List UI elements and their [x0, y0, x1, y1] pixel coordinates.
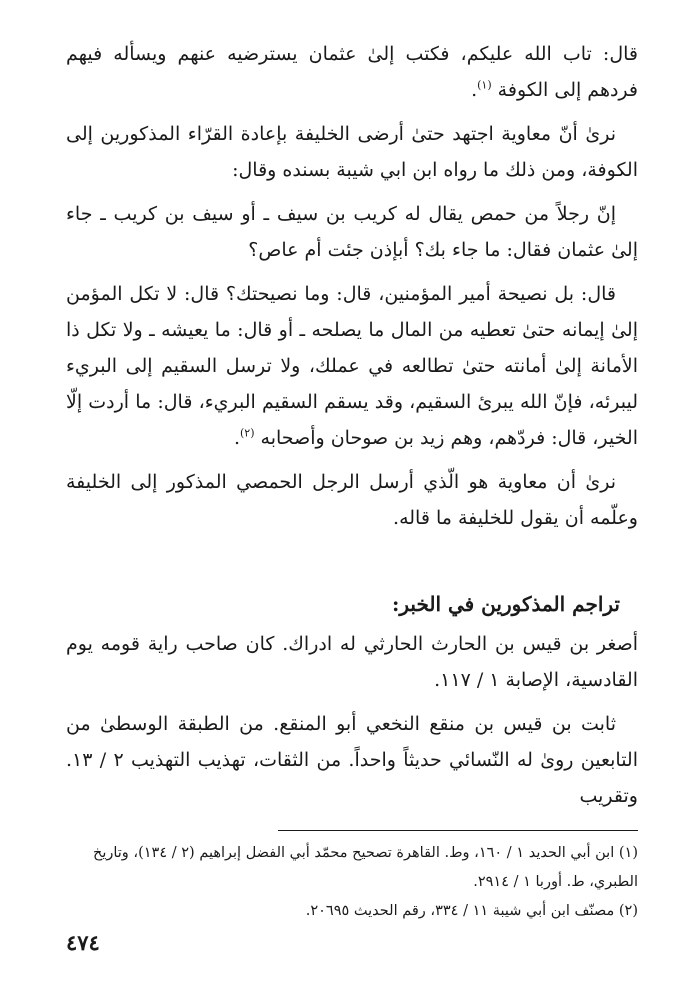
- paragraph-text: قال: تاب الله عليكم، فكتب إلىٰ عثمان يسترضيه عنهم ويسأله فيهم فردهم إلى الكوفة: [66, 43, 638, 101]
- footnote-1: [66, 839, 638, 897]
- bio-text: ثابت بن قيس بن منقع النخعي أبو المنقع. من الطبقة الوسطىٰ من التابعين روىٰ له النّسائي حديثاً واحداً. من الثقات، تهذيب التهذيب ٢ / ١٣. وتقريب: [66, 713, 638, 807]
- footnote-number: (١): [618, 845, 638, 861]
- bio-entry-2: [66, 706, 638, 814]
- footnote-text: مصنّف ابن أبي شيبة ١١ / ٣٣٤، رقم الحديث ٢٠٦٩٥.: [305, 903, 615, 919]
- paragraph-4: [66, 276, 638, 456]
- paragraph-5: [66, 464, 638, 536]
- footnote-2: [66, 897, 638, 926]
- footnote-divider: [278, 830, 638, 831]
- footnote-ref-1[interactable]: (١): [477, 78, 492, 92]
- footnote-text: ابن أبي الحديد ١ / ١٦٠، وط. القاهرة تصحيح محمّد أبي الفضل إبراهيم (٢ / ١٣٤)، وتاريخ الطبري، ط. أوربا ١ / ٢٩١٤.: [92, 845, 638, 890]
- paragraph-text: نرىٰ أنّ معاوية اجتهد حتىٰ أرضى الخليفة بإعادة القرّاء المذكورين إلى الكوفة، ومن ذلك ما رواه ابن ابي شيبة بسنده وقال:: [66, 123, 638, 181]
- paragraph-2: [66, 116, 638, 188]
- paragraph-3: [66, 196, 638, 268]
- footnote-number: (٢): [618, 903, 638, 919]
- paragraph-tail: .: [233, 427, 240, 449]
- paragraph-text: نرىٰ أن معاوية هو الّذي أرسل الرجل الحمصي المذكور إلى الخليفة وعلّمه أن يقول للخليفة ما قاله.: [66, 471, 638, 529]
- section-title: تراجم المذكورين في الخبر:: [392, 592, 620, 616]
- paragraph-text: قال: بل نصيحة أمير المؤمنين، قال: وما نصيحتك؟ قال: لا تكل المؤمن إلىٰ إيمانه حتىٰ تعطيه من المال ما يصلحه ـ أو قال: ما يعيشه ـ ولا تكل ذا الأمانة إلىٰ أمانته حتىٰ تطالعه في عملك، ولا ترسل السقيم إلى البريء ليبرئه، فإنّ الله يبرئ السقيم، وقد يسقم السقيم البريء، قال: ما أردت إلّا الخير، قال: فردّهم، وهم زيد بن صوحان وأصحابه: [66, 283, 638, 449]
- paragraph-text: إنّ رجلاً من حمص يقال له كريب بن سيف ـ أو سيف بن كريب ـ جاء إلىٰ عثمان فقال: ما جاء بك؟ أبإذن جئت أم عاص؟: [66, 203, 638, 261]
- paragraph-1: [66, 36, 638, 108]
- bio-text: أصغر بن قيس بن الحارث الحارثي له ادراك. كان صاحب راية قومه يوم القادسية، الإصابة ١ / ١١٧.: [66, 633, 638, 691]
- footnote-ref-2[interactable]: (٢): [239, 426, 255, 440]
- paragraph-tail: .: [471, 79, 478, 101]
- bio-entry-1: [66, 626, 638, 698]
- page-number: ٤٧٤: [66, 930, 100, 955]
